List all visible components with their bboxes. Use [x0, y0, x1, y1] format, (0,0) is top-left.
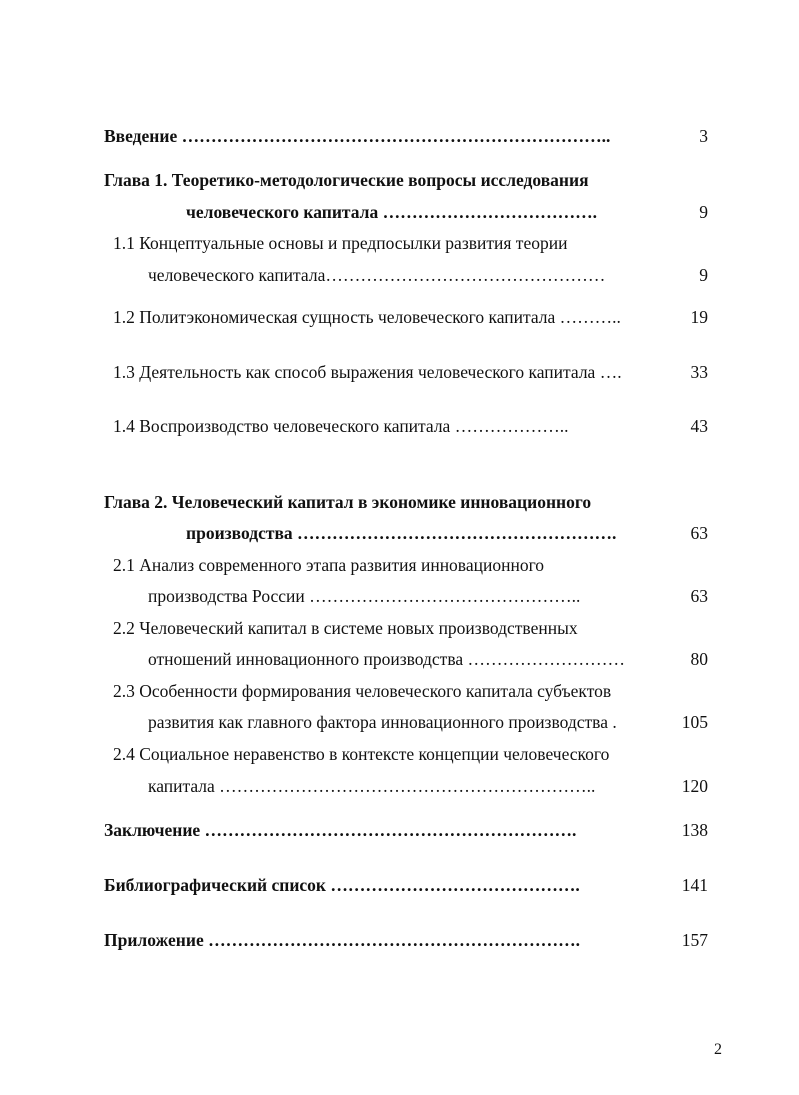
toc-section-2-4: 2.4 Социальное неравенство в контексте концепции человеческого [113, 744, 610, 764]
toc-section-1-1: 1.1 Концептуальные основы и предпосылки развития теории [113, 233, 568, 253]
toc-section-1-2: 1.2 Политэкономическая сущность человеческого капитала ……….. [113, 307, 621, 327]
toc-section-1-3: 1.3 Деятельность как способ выражения человеческого капитала …. [113, 362, 622, 382]
toc-section-2-4-page: 120 [681, 776, 708, 796]
toc-section-2-2-cont: отношений инновационного производства ……………………… [148, 649, 625, 669]
toc-chapter2-title: Глава 2. Человеческий капитал в экономике инновационного [104, 492, 592, 512]
toc-section-2-1-cont: производства России ……………………………………….. [148, 586, 581, 606]
toc-section-2-2-page: 80 [690, 649, 708, 669]
toc-chapter1-title-cont: человеческого капитала ………………………………. [186, 202, 597, 222]
toc-bibliography: Библиографический список ……………………………………. [104, 875, 580, 895]
toc-section-1-1-page: 9 [699, 265, 708, 285]
toc-chapter2-page: 63 [690, 523, 708, 543]
toc-section-1-4: 1.4 Воспроизводство человеческого капитала ……………….. [113, 416, 569, 436]
toc-section-1-2-page: 19 [690, 307, 708, 327]
toc-section-2-2: 2.2 Человеческий капитал в системе новых производственных [113, 618, 578, 638]
toc-section-1-1-cont: человеческого капитала………………………………………… [148, 265, 606, 285]
toc-conclusion-page: 138 [681, 820, 708, 840]
toc-intro-title: Введение ……………………………………………………………….. [104, 126, 611, 146]
toc-appendix: Приложение ………………………………………………………. [104, 930, 580, 950]
toc-chapter1-page: 9 [699, 202, 708, 222]
toc-section-1-4-page: 43 [690, 416, 708, 436]
toc-section-2-1: 2.1 Анализ современного этапа развития инновационного [113, 555, 545, 575]
toc-conclusion: Заключение ………………………………………………………. [104, 820, 577, 840]
toc-section-2-1-page: 63 [690, 586, 708, 606]
toc-chapter1-title: Глава 1. Теоретико-методологические вопросы исследования [104, 170, 589, 190]
toc-section-2-4-cont: капитала ……………………………………………………….. [148, 776, 596, 796]
toc-intro-page: 3 [699, 126, 708, 146]
toc-bibliography-page: 141 [681, 875, 708, 895]
page-number: 2 [714, 1041, 722, 1058]
toc-section-2-3-page: 105 [681, 712, 708, 732]
toc-section-2-3-cont: развития как главного фактора инновационного производства . [148, 712, 617, 732]
toc-chapter2-title-cont: производства ………………………………………………. [186, 523, 617, 543]
toc-section-1-3-page: 33 [690, 362, 708, 382]
toc-appendix-page: 157 [681, 930, 708, 950]
toc-section-2-3: 2.3 Особенности формирования человеческого капитала субъектов [113, 681, 612, 701]
